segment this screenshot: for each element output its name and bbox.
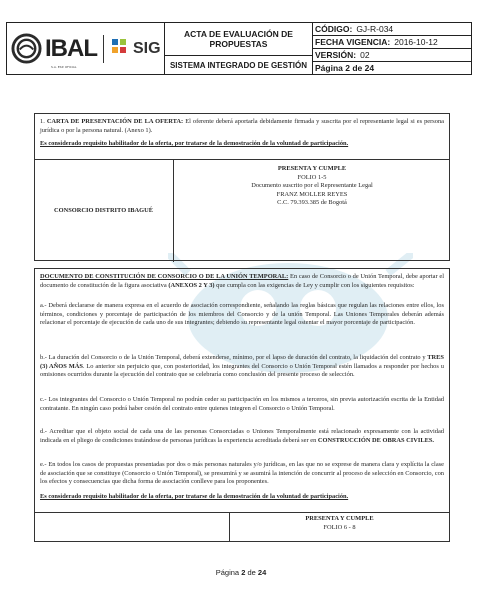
version-row	[313, 49, 471, 62]
code-label: CÓDIGO:	[315, 24, 353, 34]
consortium-heading-tail: que cumpla con las exigencias de Ley y cumplir con los siguientes requisitos:	[216, 281, 415, 289]
code-value: GJ-R-034	[356, 24, 394, 34]
requirement-item-a: a.- Deberá declararse de manera expresa en el acuerdo de asociación correspondiente, señalando las reglas básicas que regulan las relaciones entre ellos, los términos, condiciones y porcentaje de participación de los miembros del Consorcio y de la unión Temporal. Las Uniones Temporales deberán además relacionar el porcentaje de ejecución de cada uno de sus integrantes; debiendo su representante legal ostentar el mayor porcentaje de participación.	[40, 302, 444, 327]
annex-reference: (ANEXOS 2 Y 3)	[168, 281, 215, 289]
page-footer	[0, 568, 482, 577]
consortium-heading: DOCUMENTO DE CONSTITUCIÓN DE CONSORCIO O DE LA UNIÓN TEMPORAL:	[40, 273, 289, 280]
consortium-result-status: PRESENTA Y CUMPLE	[305, 515, 374, 522]
footer-middle: de	[247, 568, 256, 577]
footer-current-page: 2	[241, 568, 246, 577]
result-line: FOLIO 1-5	[297, 173, 327, 181]
logo-divider	[103, 35, 104, 63]
sig-logo-text: SIG	[133, 39, 161, 57]
cover-letter-heading: CARTA DE PRESENTACIÓN DE LA OFERTA:	[46, 118, 184, 125]
bidder-name: CONSORCIO DISTRITO IBAGUÉ	[34, 160, 174, 262]
ibal-logo-icon	[11, 33, 42, 64]
validity-row	[313, 36, 471, 49]
ibal-logo-subtext: S.A. ESP. OFICIAL	[51, 65, 77, 69]
title-area	[165, 23, 313, 74]
result-status: PRESENTA Y CUMPLE	[277, 165, 347, 172]
cover-letter-section	[34, 113, 450, 261]
cover-letter-paragraph	[40, 118, 444, 135]
document-header	[6, 22, 472, 75]
consortium-requirement: Es considerado requisito habilitador de la oferta, por tratarse de la demostración de la voluntad de participación.	[40, 493, 349, 500]
requirement-item-e: e.- En todos los casos de propuestas presentadas por dos o más personas naturales y/o jurídicas, en las que no se exprese de manera clara y explícita la clase de asociación que se constituye (Consorcio o Unión Temporal), se presumirá y se asumirá la intención de concurrir al proceso de selección en Consorcio, con los efectos y consecuencias que dicha forma de asociación conlleve para los proponentes.	[40, 461, 444, 486]
page-row	[313, 62, 471, 74]
requirement-item-c: c.- Los integrantes del Consorcio o Unión Temporal no podrán ceder su participación en los mismos a terceros, sin previa autorización escrita de la Entidad contratante. En ningún caso podrá haber cesión del contrato entre quienes integren el Consorcio o Unión Temporal.	[40, 396, 444, 412]
requirement-item-d	[40, 428, 444, 445]
cover-letter-requirement: Es considerado requisito habilitador de la oferta, por tratarse de la demostración de la voluntad de participación.	[40, 140, 349, 147]
item-b-text: b.- La duración del Consorcio o de la Unión Temporal, deberá extenderse, mínimo, por el lapso de duración del contrato, la liquidación del contrato y	[40, 354, 426, 361]
footer-total-pages: 24	[257, 568, 267, 577]
document-title: ACTA DE EVALUACIÓN DE PROPUESTAS	[165, 23, 312, 56]
sig-logo-icon	[110, 36, 130, 62]
footer-prefix: Página	[215, 568, 240, 577]
consortium-folio: FOLIO 6 - 8	[323, 523, 356, 531]
ibal-logo-text: IBAL	[45, 34, 97, 62]
page-label: Página 2 de 24	[315, 63, 375, 73]
code-row	[313, 23, 471, 36]
result-line: Documento suscrito por el Representante Legal	[251, 182, 373, 190]
result-line: C.C. 79.393.385 de Bogotá	[277, 199, 347, 207]
item-b-duration: TRES (3) AÑOS MÁS	[40, 354, 444, 370]
item-number: 1.	[40, 118, 45, 125]
cover-letter-result-row	[34, 159, 450, 262]
logo-area	[7, 23, 165, 74]
version-label: VERSIÓN:	[315, 50, 357, 60]
system-title: SISTEMA INTEGRADO DE GESTIÓN	[169, 60, 308, 70]
consortium-result-empty-cell	[35, 513, 230, 541]
consortium-heading-paragraph	[40, 273, 444, 290]
consortium-result-row	[34, 512, 450, 542]
validity-label: FECHA VIGENCIA:	[315, 37, 391, 47]
version-value: 02	[360, 50, 370, 60]
document-meta	[313, 23, 471, 74]
consortium-result	[230, 515, 449, 532]
consortium-section	[34, 268, 450, 513]
consortium-heading-text: En caso de Consorcio o de Unión Temporal, debe aportar el documento de constitución de la figura asociativa	[40, 273, 444, 289]
result-line: FRANZ MOLLER REYES	[276, 190, 348, 198]
cover-letter-result	[174, 160, 450, 262]
item-d-activity: CONSTRUCCIÓN DE OBRAS CIVILES.	[317, 436, 435, 444]
validity-value: 2016-10-12	[394, 37, 438, 47]
item-d-text: d.- Acreditar que el objeto social de cada una de las personas Consorciadas o Uniones Temporalmente está relacionado expresamente con la actividad indicada en el pliego de condiciones tratándose de personas jurídicas la experiencia acreditada deberá ser en	[40, 428, 444, 444]
cover-letter-text: El oferente deberá aportarla debidamente firmada y suscrita por el representante legal si es persona jurídica o por la persona natural. (Anexo 1).	[40, 118, 444, 134]
requirement-item-b	[40, 354, 444, 380]
item-b-tail: . Lo anterior sin perjuicio que, con posterioridad, los integrantes del Consorcio o Unión Temporal estén llamados a responder por hechos u omisiones ocurridos durante la ejecución del contrato que se celebraría como conclusión del presente proceso de selección.	[40, 362, 444, 379]
